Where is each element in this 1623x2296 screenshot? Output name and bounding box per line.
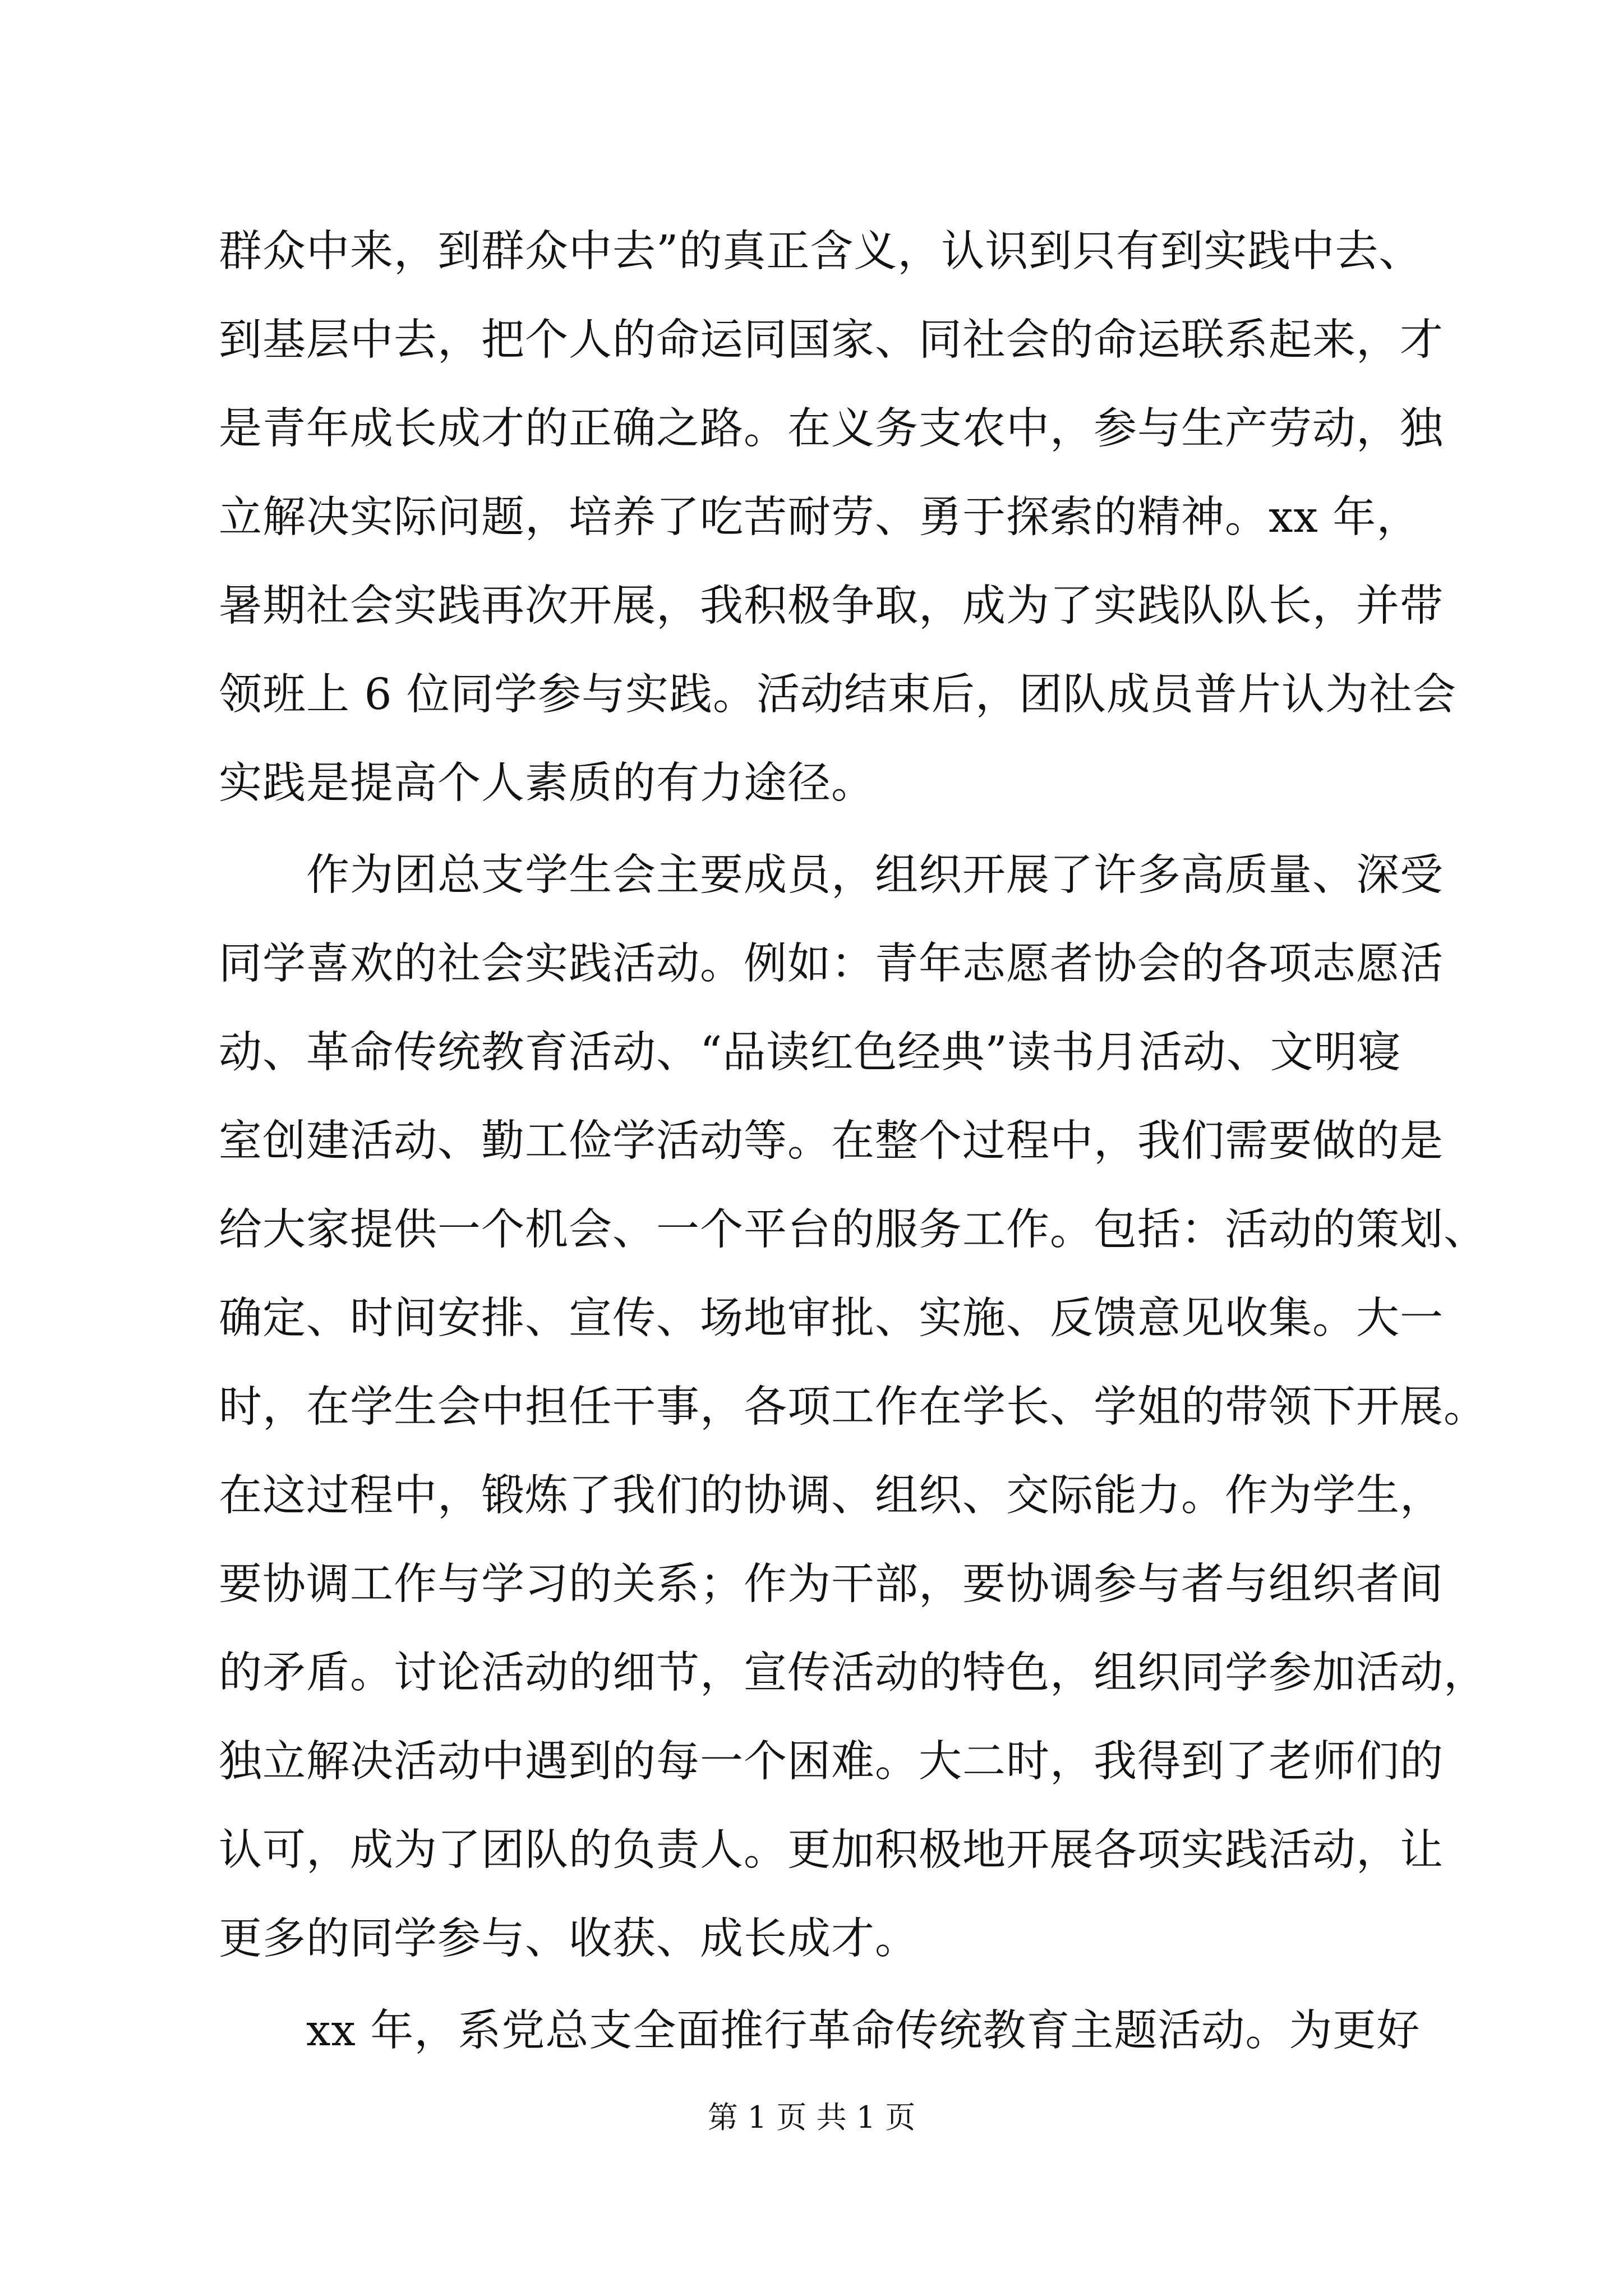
text-line: 到基层中去，把个人的命运同国家、同社会的命运联系起来，才: [219, 315, 1444, 365]
text-line: 更多的同学参与、收获、成长成才。: [219, 1914, 919, 1964]
text-line: 独立解决活动中遇到的每一个困难。大二时，我得到了老师们的: [219, 1737, 1444, 1787]
text-line: 认可，成为了团队的负责人。更加积极地开展各项实践活动，让: [219, 1825, 1444, 1875]
text-line: 室创建活动、勤工俭学活动等。在整个过程中，我们需要做的是: [219, 1116, 1444, 1166]
text-line: 在这过程中，锻炼了我们的协调、组织、交际能力。作为学生，: [219, 1471, 1444, 1521]
text-line: 群众中来，到群众中去”的真正含义，认识到只有到实践中去、: [219, 227, 1423, 277]
text-line: xx 年，系党总支全面推行革命传统教育主题活动。为更好: [306, 2006, 1421, 2056]
paragraph-1: [219, 208, 1456, 828]
text-line: 动、革命传统教育活动、“品读红色经典”读书月活动、文明寝: [219, 1028, 1401, 1078]
paragraph-2: [219, 831, 1487, 1984]
text-line: 领班上 6 位同学参与实践。活动结束后，团队成员普片认为社会: [219, 670, 1456, 720]
text-line: 确定、时间安排、宣传、场地审批、实施、反馈意见收集。大一: [219, 1294, 1444, 1343]
text-line: 时，在学生会中担任干事，各项工作在学长、学姐的带领下开展。: [219, 1382, 1487, 1432]
document-body: [219, 208, 1487, 2079]
text-line: 立解决实际问题，培养了吃苦耐劳、勇于探索的精神。xx 年，: [219, 493, 1421, 542]
page-footer: [0, 2098, 1623, 2137]
text-line: 的矛盾。讨论活动的细节，宣传活动的特色，组织同学参加活动，: [219, 1648, 1487, 1698]
page-number-label: 第 1 页 共 1 页: [707, 2100, 916, 2135]
text-line: 是青年成长成才的正确之路。在义务支农中，参与生产劳动，独: [219, 404, 1444, 454]
text-line: 实践是提高个人素质的有力途径。: [219, 758, 875, 808]
text-line: 作为团总支学生会主要成员，组织开展了许多高质量、深受: [306, 850, 1444, 900]
text-line: 同学喜欢的社会实践活动。例如：青年志愿者协会的各项志愿活: [219, 939, 1444, 989]
text-line: 给大家提供一个机会、一个平台的服务工作。包括：活动的策划、: [219, 1205, 1487, 1255]
text-line: 要协调工作与学习的关系；作为干部，要协调参与者与组织者间: [219, 1559, 1444, 1609]
paragraph-3: [219, 1987, 1424, 2076]
text-line: 暑期社会实践再次开展，我积极争取，成为了实践队队长，并带: [219, 581, 1444, 631]
